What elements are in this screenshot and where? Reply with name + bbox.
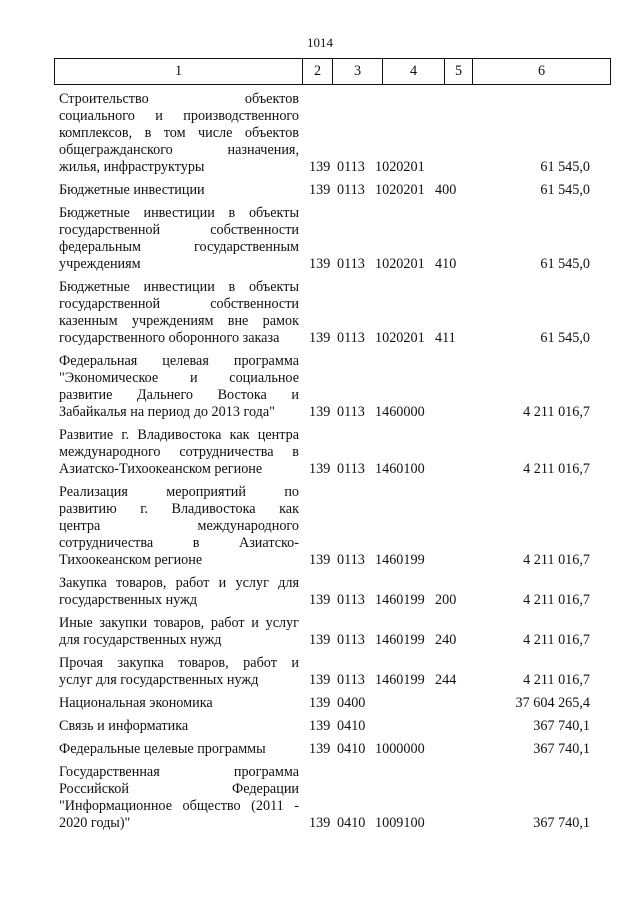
row-col-2: 139 <box>309 182 331 198</box>
row-col-5: 240 <box>435 632 457 648</box>
row-name-line: Федеральная целевая программа <box>59 353 299 369</box>
row-name-line: Иные закупки товаров, работ и услуг <box>59 615 299 631</box>
row-col-6: 4 211 016,7 <box>523 672 590 688</box>
row-name-line: Бюджетные инвестиции в объекты <box>59 205 299 221</box>
row-name <box>59 741 299 758</box>
row-col-6: 4 211 016,7 <box>523 632 590 648</box>
table-row <box>0 571 640 611</box>
row-name <box>59 718 299 735</box>
row-col-6: 4 211 016,7 <box>523 552 590 568</box>
row-name <box>59 655 299 689</box>
row-name <box>59 427 299 478</box>
row-col-3: 0113 <box>337 182 365 198</box>
table-row <box>0 737 640 760</box>
table-row <box>0 760 640 834</box>
row-name-line: международного сотрудничества в <box>59 444 299 460</box>
row-name-line: государственных нужд <box>59 592 198 608</box>
row-name-line: услуг для государственных нужд <box>59 672 259 688</box>
row-name <box>59 575 299 609</box>
row-col-3: 0410 <box>337 815 366 831</box>
row-name-line: Связь и информатика <box>59 718 189 734</box>
row-col-6: 367 740,1 <box>533 718 590 734</box>
row-name-line: Закупка товаров, работ и услуг для <box>59 575 299 591</box>
row-col-3: 0113 <box>337 159 365 175</box>
row-col-2: 139 <box>309 672 331 688</box>
row-col-2: 139 <box>309 330 331 346</box>
table-body <box>0 87 640 834</box>
row-name-line: центра международного <box>59 518 299 534</box>
row-name <box>59 615 299 649</box>
row-col-6: 4 211 016,7 <box>523 592 590 608</box>
row-col-3: 0400 <box>337 695 366 711</box>
row-col-3: 0410 <box>337 741 366 757</box>
row-col-5: 410 <box>435 256 457 272</box>
row-name-line: общегражданского назначения, <box>59 142 299 158</box>
row-col-3: 0113 <box>337 404 365 420</box>
row-name-line: Российской Федерации <box>59 781 299 797</box>
row-name <box>59 695 299 712</box>
table-row <box>0 178 640 201</box>
row-col-3: 0113 <box>337 672 365 688</box>
row-col-5: 200 <box>435 592 457 608</box>
header-col-2: 2 <box>303 59 333 84</box>
row-col-4: 1009100 <box>375 815 425 831</box>
row-col-2: 139 <box>309 695 331 711</box>
table-row <box>0 87 640 178</box>
row-col-2: 139 <box>309 815 331 831</box>
row-col-5: 244 <box>435 672 457 688</box>
row-col-6: 37 604 265,4 <box>515 695 590 711</box>
row-name-line: Реализация мероприятий по <box>59 484 299 500</box>
row-col-2: 139 <box>309 718 331 734</box>
row-col-2: 139 <box>309 632 331 648</box>
header-col-4: 4 <box>383 59 445 84</box>
table-row <box>0 423 640 480</box>
table-row <box>0 201 640 275</box>
row-name-line: комплексов, в том числе объектов <box>59 125 299 141</box>
table-row <box>0 275 640 349</box>
row-col-3: 0113 <box>337 330 365 346</box>
row-name-line: казенным учреждениям вне рамок <box>59 313 299 329</box>
row-col-4: 1460199 <box>375 552 425 568</box>
row-col-4: 1020201 <box>375 330 425 346</box>
row-name <box>59 279 299 347</box>
row-col-4: 1460199 <box>375 672 425 688</box>
row-col-6: 4 211 016,7 <box>523 404 590 420</box>
row-col-6: 367 740,1 <box>533 815 590 831</box>
row-col-3: 0113 <box>337 256 365 272</box>
row-col-3: 0410 <box>337 718 366 734</box>
row-name <box>59 91 299 176</box>
row-name-line: Тихоокеанском регионе <box>59 552 203 568</box>
row-name-line: государственного оборонного заказа <box>59 330 280 346</box>
row-name-line: Федеральные целевые программы <box>59 741 266 757</box>
row-name-line: Строительство объектов <box>59 91 299 107</box>
row-col-3: 0113 <box>337 632 365 648</box>
page-number: 1014 <box>307 35 333 50</box>
row-col-4: 1020201 <box>375 159 425 175</box>
row-name-line: Забайкалья на период до 2013 года" <box>59 404 275 420</box>
row-name-line: развитию г. Владивостока как <box>59 501 299 517</box>
table-row <box>0 691 640 714</box>
row-col-6: 61 545,0 <box>540 159 590 175</box>
row-name-line: "Экономическое и социальное <box>59 370 299 386</box>
row-name-line: для государственных нужд <box>59 632 222 648</box>
table-row <box>0 714 640 737</box>
row-col-3: 0113 <box>337 552 365 568</box>
row-col-2: 139 <box>309 461 331 477</box>
header-col-3: 3 <box>333 59 383 84</box>
row-col-3: 0113 <box>337 592 365 608</box>
row-col-6: 61 545,0 <box>540 256 590 272</box>
row-name-line: жилья, инфраструктуры <box>59 159 205 175</box>
table-row <box>0 611 640 651</box>
row-name-line: федеральным государственным <box>59 239 299 255</box>
row-name-line: государственной собственности <box>59 296 299 312</box>
row-name-line: 2020 годы)" <box>59 815 131 831</box>
row-col-6: 61 545,0 <box>540 182 590 198</box>
row-name <box>59 182 299 199</box>
row-col-4: 1460100 <box>375 461 425 477</box>
header-col-1: 1 <box>55 59 303 84</box>
row-name <box>59 764 299 832</box>
row-col-4: 1460199 <box>375 592 425 608</box>
row-name <box>59 353 299 421</box>
row-name-line: социального и производственного <box>59 108 299 124</box>
row-name-line: развитие Дальнего Востока и <box>59 387 299 403</box>
row-col-2: 139 <box>309 741 331 757</box>
row-col-2: 139 <box>309 552 331 568</box>
table-header <box>54 58 611 85</box>
row-col-2: 139 <box>309 256 331 272</box>
row-name-line: Азиатско-Тихоокеанском регионе <box>59 461 263 477</box>
row-name-line: учреждениям <box>59 256 141 272</box>
row-col-6: 367 740,1 <box>533 741 590 757</box>
header-col-6: 6 <box>537 63 546 79</box>
row-name-line: сотрудничества в Азиатско- <box>59 535 299 551</box>
row-col-2: 139 <box>309 159 331 175</box>
table-row <box>0 349 640 423</box>
row-name-line: государственной собственности <box>59 222 299 238</box>
row-col-6: 4 211 016,7 <box>523 461 590 477</box>
table-row <box>0 480 640 571</box>
row-col-4: 1000000 <box>375 741 425 757</box>
row-name <box>59 205 299 273</box>
row-col-6: 61 545,0 <box>540 330 590 346</box>
row-col-4: 1460199 <box>375 632 425 648</box>
row-col-4: 1020201 <box>375 256 425 272</box>
header-col-5: 5 <box>445 59 473 84</box>
row-name <box>59 484 299 569</box>
table-row <box>0 651 640 691</box>
row-name-line: Развитие г. Владивостока как центра <box>59 427 299 443</box>
row-col-4: 1020201 <box>375 182 425 198</box>
row-name-line: Национальная экономика <box>59 695 213 711</box>
row-name-line: Бюджетные инвестиции <box>59 182 205 198</box>
row-col-5: 411 <box>435 330 456 346</box>
row-col-2: 139 <box>309 592 331 608</box>
row-col-5: 400 <box>435 182 457 198</box>
row-col-3: 0113 <box>337 461 365 477</box>
row-name-line: "Информационное общество (2011 - <box>59 798 299 814</box>
row-col-2: 139 <box>309 404 331 420</box>
row-name-line: Прочая закупка товаров, работ и <box>59 655 299 671</box>
row-name-line: Государственная программа <box>59 764 299 780</box>
row-name-line: Бюджетные инвестиции в объекты <box>59 279 299 295</box>
row-col-4: 1460000 <box>375 404 425 420</box>
